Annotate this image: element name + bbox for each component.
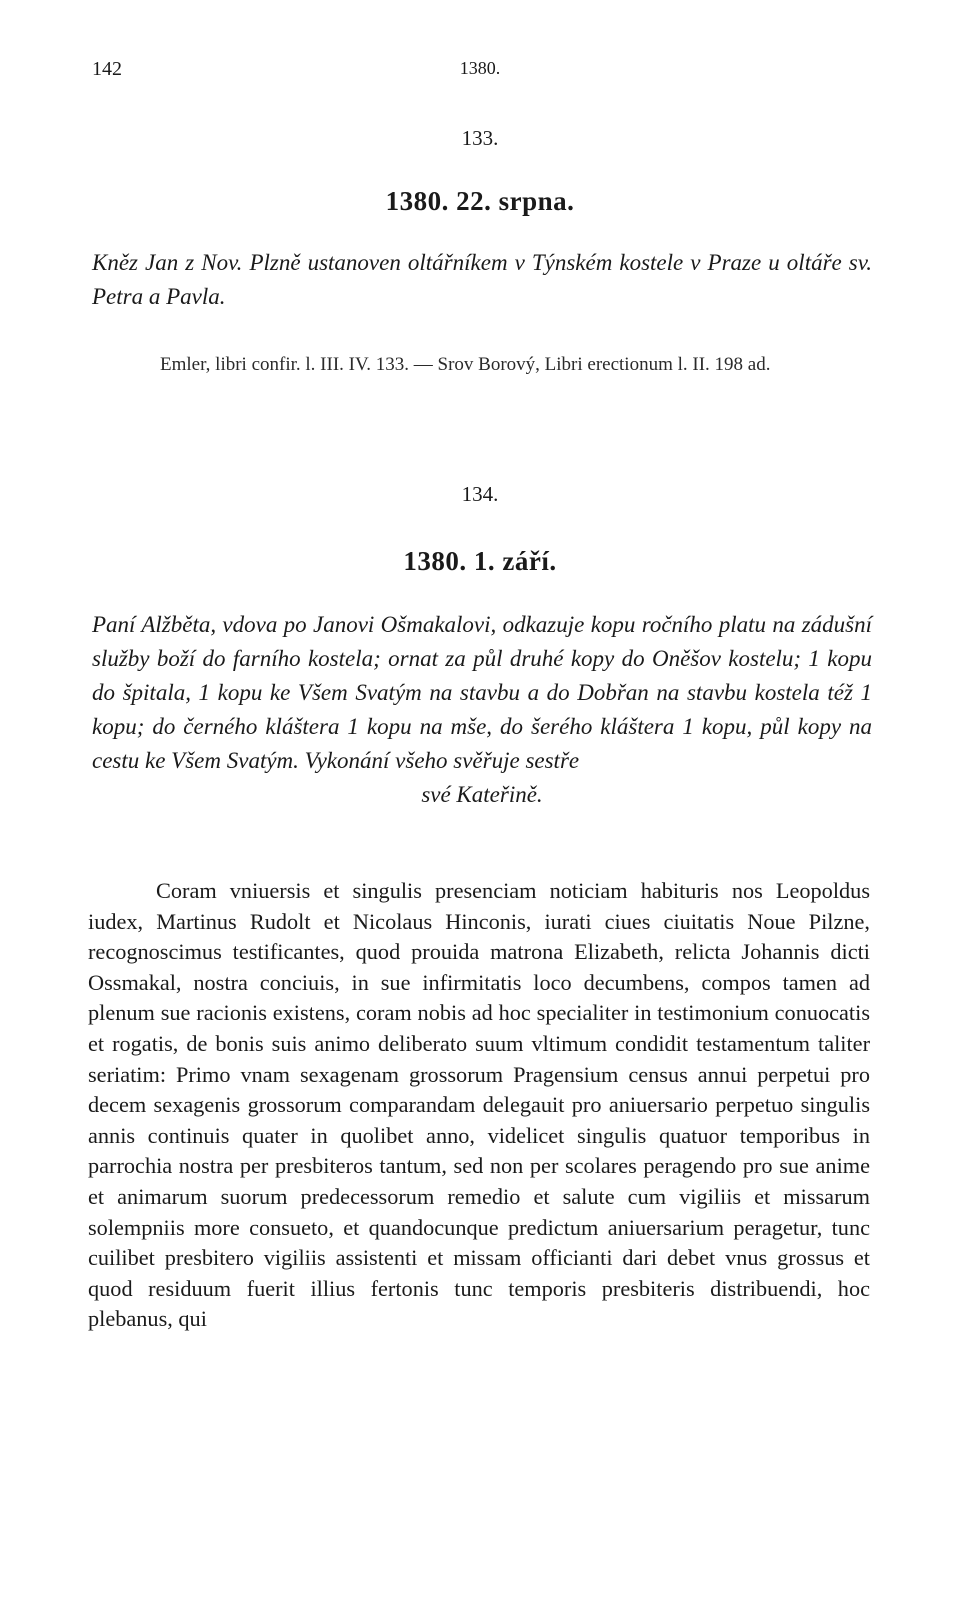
- regest-134: [92, 608, 872, 812]
- entry-number-133: 133.: [461, 126, 499, 150]
- page-number: 142: [92, 58, 122, 80]
- source-note-133: Emler, libri confir. l. III. IV. 133. — Srov Borový, Libri erectionum l. II. 198 ad.: [160, 354, 771, 375]
- regest-134-text: Paní Alžběta, vdova po Janovi Ošmakalovi, odkazuje kopu ročního platu na zádušní služby boží do farního kostela; ornat za půl druhé kopy do Oněšov kostelu; 1 kopu do špitala, 1 kopu ke Všem Svatým na stavbu a do Dobřan na stavbu kostela též 1 kopu; do černého kláštera 1 kopu na mše, do šerého kláštera 1 kopu, půl kopy na cestu ke Všem Svatým. Vykonání všeho svěřuje sestře: [92, 612, 872, 773]
- regest-133: Kněz Jan z Nov. Plzně ustanoven oltářníkem v Týnském kostele v Praze u oltáře sv. Petra a Pavla.: [92, 250, 872, 309]
- regest-134-end: své Kateřině.: [421, 782, 543, 807]
- entry-date-134: 1380. 1. září.: [403, 546, 557, 576]
- entry-number-134: 134.: [461, 482, 499, 506]
- running-head: [92, 58, 868, 88]
- entry-date-133: 1380. 22. srpna.: [385, 186, 575, 216]
- running-year: 1380.: [459, 58, 501, 78]
- charter-text-134: Coram vniuersis et singulis presenciam noticiam habituris nos Leopoldus iudex, Martinus Rudolt et Nicolaus Hinconis, iurati ciues ciuitatis Noue Pilzne, recognoscimus testificantes, quod prouida matrona Elizabeth, relicta Johannis dicti Ossmakal, nostra conciuis, in sue infirmitatis loco decumbens, compos tamen ad plenum sue racionis existens, coram nobis ad hoc specialiter in testimonium conuocatis et rogatis, de bonis suis animo deliberato suum vltimum condidit testamentum taliter seriatim: Primo vnam sexagenam grossorum Pragensium census annui perpetui pro decem sexagenis grossorum comparandam delegauit pro aniuersario perpetuo singulis annis continuis quater in quolibet anno, videlicet singulis quatuor temporibus in parrochia nostra per presbiteros tantum, sed non per scolares peragendo pro sue anime et animarum suorum predecessorum remedio et salute cum vigiliis et missarum solempniis more consueto, et quandocunque predictum aniuersarium peragetur, tunc cuilibet presbitero vigiliis assistenti et missam officianti dari debet vnus grossus et quod residuum fuerit illius fertonis tunc temporis presbiteris distribuendi, hoc plebanus, qui: [88, 878, 870, 1332]
